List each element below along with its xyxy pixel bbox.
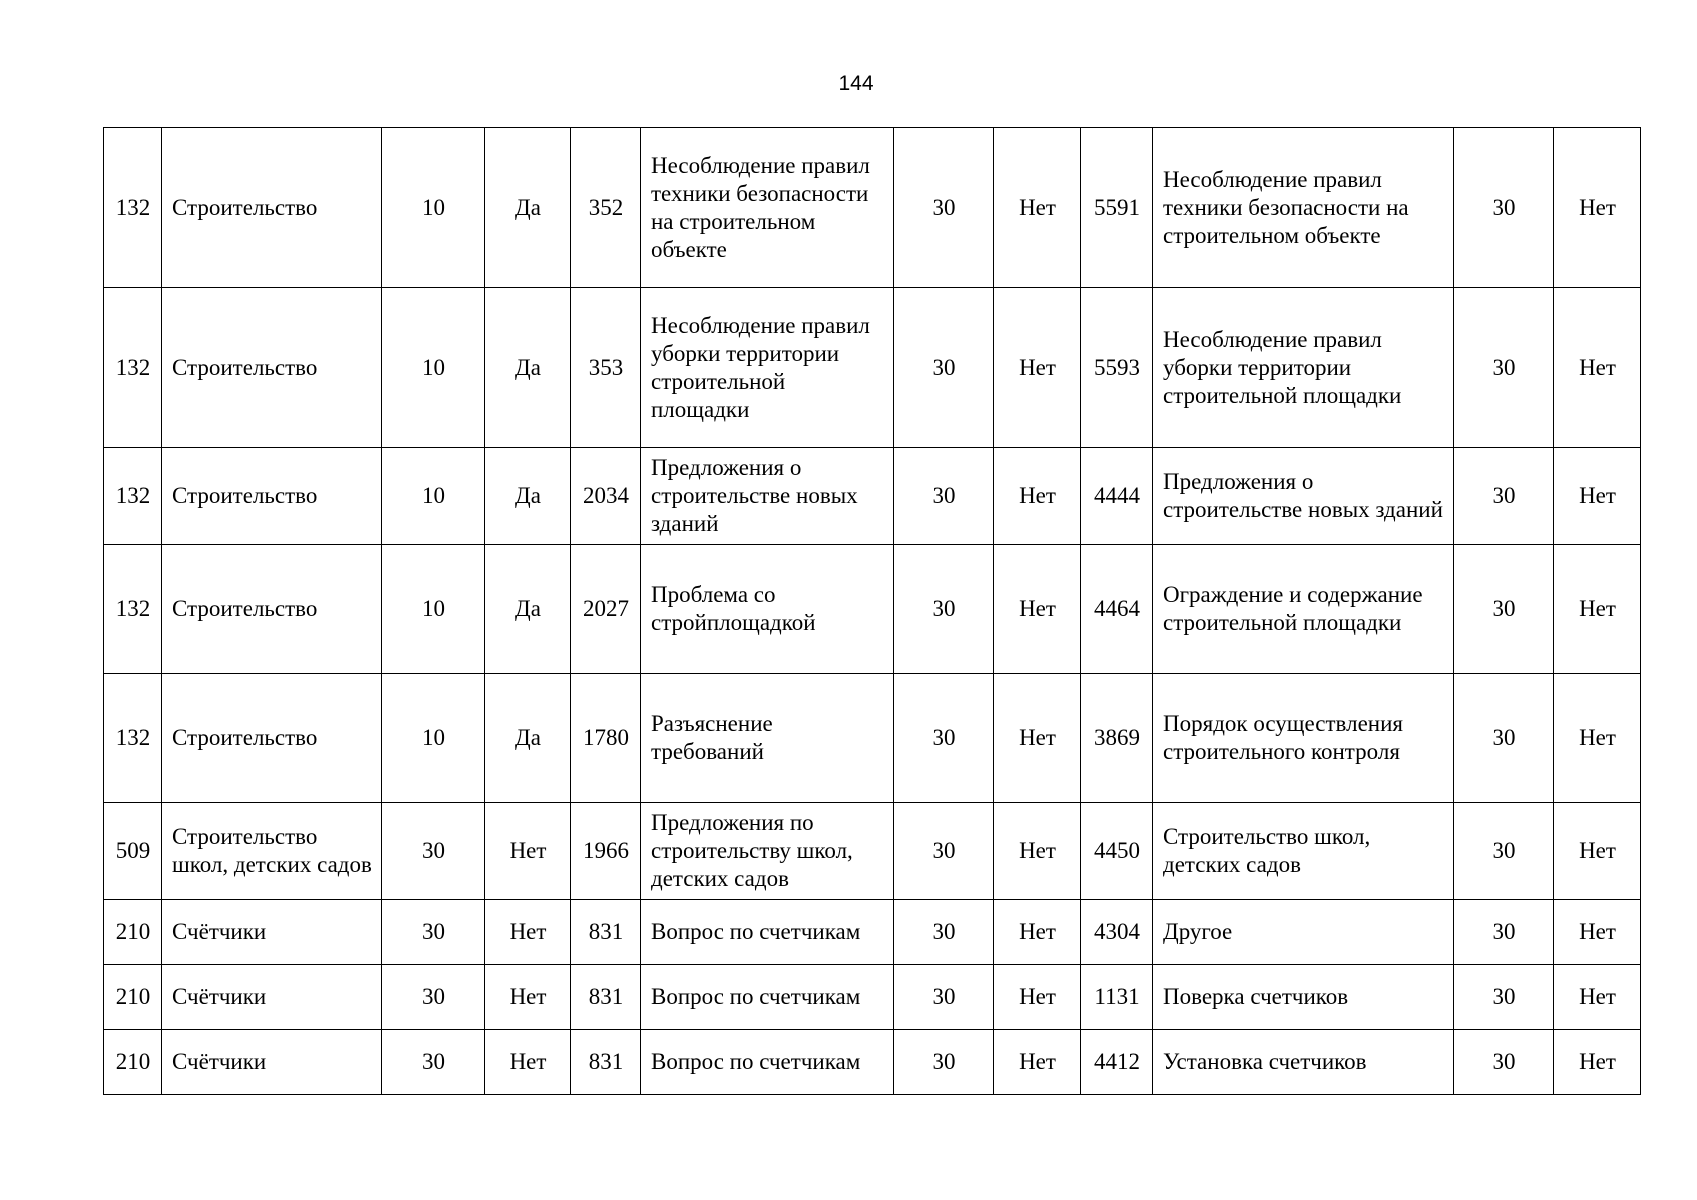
topic-days-cell: 30	[894, 803, 994, 900]
subtopic-flag-cell: Нет	[1554, 545, 1641, 674]
category-days-cell: 30	[382, 900, 485, 965]
subtopic-name-cell: Ограждение и содержание строительной площадки	[1153, 545, 1454, 674]
category-name-cell: Строительство	[162, 674, 382, 803]
category-days-cell: 10	[382, 288, 485, 448]
table-row	[104, 288, 1641, 448]
subtopic-code-cell: 4464	[1081, 545, 1153, 674]
table-row	[104, 545, 1641, 674]
topic-code-cell: 2027	[571, 545, 641, 674]
topic-name-cell: Вопрос по счетчикам	[641, 965, 894, 1030]
category-flag-cell: Да	[485, 545, 571, 674]
subtopic-days-cell: 30	[1454, 1030, 1554, 1095]
subtopic-days-cell: 30	[1454, 545, 1554, 674]
table-row	[104, 448, 1641, 545]
table-row	[104, 803, 1641, 900]
topic-days-cell: 30	[894, 1030, 994, 1095]
category-code-cell: 210	[104, 1030, 162, 1095]
topic-days-cell: 30	[894, 965, 994, 1030]
category-code-cell: 132	[104, 545, 162, 674]
subtopic-days-cell: 30	[1454, 288, 1554, 448]
table-row	[104, 965, 1641, 1030]
subtopic-code-cell: 4450	[1081, 803, 1153, 900]
subtopic-flag-cell: Нет	[1554, 128, 1641, 288]
topic-days-cell: 30	[894, 545, 994, 674]
subtopic-code-cell: 5591	[1081, 128, 1153, 288]
table-row	[104, 1030, 1641, 1095]
subtopic-name-cell: Несоблюдение правил техники безопасности на строительном объекте	[1153, 128, 1454, 288]
topic-flag-cell: Нет	[994, 545, 1081, 674]
category-flag-cell: Нет	[485, 1030, 571, 1095]
topic-code-cell: 1966	[571, 803, 641, 900]
table-row	[104, 674, 1641, 803]
topic-days-cell: 30	[894, 448, 994, 545]
category-flag-cell: Нет	[485, 965, 571, 1030]
category-name-cell: Счётчики	[162, 1030, 382, 1095]
topic-days-cell: 30	[894, 288, 994, 448]
category-flag-cell: Да	[485, 288, 571, 448]
category-code-cell: 132	[104, 128, 162, 288]
subtopic-name-cell: Предложения о строительстве новых зданий	[1153, 448, 1454, 545]
topic-code-cell: 1780	[571, 674, 641, 803]
category-flag-cell: Нет	[485, 803, 571, 900]
category-days-cell: 30	[382, 1030, 485, 1095]
category-code-cell: 132	[104, 448, 162, 545]
topic-flag-cell: Нет	[994, 803, 1081, 900]
category-code-cell: 132	[104, 674, 162, 803]
subtopic-flag-cell: Нет	[1554, 448, 1641, 545]
subtopic-days-cell: 30	[1454, 448, 1554, 545]
topic-flag-cell: Нет	[994, 900, 1081, 965]
subtopic-days-cell: 30	[1454, 803, 1554, 900]
category-days-cell: 10	[382, 545, 485, 674]
topic-days-cell: 30	[894, 674, 994, 803]
category-code-cell: 210	[104, 965, 162, 1030]
subtopic-code-cell: 4304	[1081, 900, 1153, 965]
subtopic-days-cell: 30	[1454, 128, 1554, 288]
subtopic-code-cell: 1131	[1081, 965, 1153, 1030]
category-name-cell: Строительство	[162, 288, 382, 448]
topic-code-cell: 353	[571, 288, 641, 448]
category-name-cell: Счётчики	[162, 965, 382, 1030]
topic-flag-cell: Нет	[994, 674, 1081, 803]
subtopic-flag-cell: Нет	[1554, 1030, 1641, 1095]
category-flag-cell: Да	[485, 674, 571, 803]
topic-name-cell: Несоблюдение правил уборки территории строительной площадки	[641, 288, 894, 448]
topic-flag-cell: Нет	[994, 1030, 1081, 1095]
topic-name-cell: Проблема со стройплощадкой	[641, 545, 894, 674]
subtopic-flag-cell: Нет	[1554, 288, 1641, 448]
subtopic-name-cell: Установка счетчиков	[1153, 1030, 1454, 1095]
topic-flag-cell: Нет	[994, 448, 1081, 545]
table-body	[104, 128, 1641, 1095]
subtopic-name-cell: Несоблюдение правил уборки территории строительной площадки	[1153, 288, 1454, 448]
topic-code-cell: 831	[571, 900, 641, 965]
topic-name-cell: Предложения по строительству школ, детских садов	[641, 803, 894, 900]
subtopic-name-cell: Строительство школ, детских садов	[1153, 803, 1454, 900]
topic-flag-cell: Нет	[994, 965, 1081, 1030]
topic-name-cell: Разъяснение требований	[641, 674, 894, 803]
category-days-cell: 10	[382, 128, 485, 288]
category-name-cell: Строительство	[162, 545, 382, 674]
category-name-cell: Строительство	[162, 128, 382, 288]
topic-code-cell: 831	[571, 1030, 641, 1095]
topic-flag-cell: Нет	[994, 128, 1081, 288]
topic-days-cell: 30	[894, 900, 994, 965]
category-code-cell: 132	[104, 288, 162, 448]
topic-flag-cell: Нет	[994, 288, 1081, 448]
subtopic-days-cell: 30	[1454, 674, 1554, 803]
topic-code-cell: 2034	[571, 448, 641, 545]
table-row	[104, 128, 1641, 288]
topic-name-cell: Вопрос по счетчикам	[641, 900, 894, 965]
category-name-cell: Строительство школ, детских садов	[162, 803, 382, 900]
topic-name-cell: Предложения о строительстве новых зданий	[641, 448, 894, 545]
subtopic-code-cell: 4444	[1081, 448, 1153, 545]
topic-code-cell: 352	[571, 128, 641, 288]
subtopic-name-cell: Поверка счетчиков	[1153, 965, 1454, 1030]
subtopic-code-cell: 3869	[1081, 674, 1153, 803]
category-flag-cell: Да	[485, 128, 571, 288]
category-code-cell: 210	[104, 900, 162, 965]
category-days-cell: 30	[382, 965, 485, 1030]
category-days-cell: 30	[382, 803, 485, 900]
table-row	[104, 900, 1641, 965]
subtopic-flag-cell: Нет	[1554, 674, 1641, 803]
category-days-cell: 10	[382, 674, 485, 803]
category-code-cell: 509	[104, 803, 162, 900]
category-name-cell: Строительство	[162, 448, 382, 545]
topic-name-cell: Несоблюдение правил техники безопасности на строительном объекте	[641, 128, 894, 288]
subtopic-flag-cell: Нет	[1554, 965, 1641, 1030]
topic-name-cell: Вопрос по счетчикам	[641, 1030, 894, 1095]
category-flag-cell: Да	[485, 448, 571, 545]
classification-table	[103, 127, 1641, 1095]
page-number: 144	[838, 72, 874, 95]
subtopic-code-cell: 5593	[1081, 288, 1153, 448]
subtopic-name-cell: Другое	[1153, 900, 1454, 965]
subtopic-code-cell: 4412	[1081, 1030, 1153, 1095]
subtopic-flag-cell: Нет	[1554, 900, 1641, 965]
subtopic-name-cell: Порядок осуществления строительного контроля	[1153, 674, 1454, 803]
category-days-cell: 10	[382, 448, 485, 545]
subtopic-days-cell: 30	[1454, 900, 1554, 965]
topic-days-cell: 30	[894, 128, 994, 288]
subtopic-days-cell: 30	[1454, 965, 1554, 1030]
subtopic-flag-cell: Нет	[1554, 803, 1641, 900]
topic-code-cell: 831	[571, 965, 641, 1030]
category-flag-cell: Нет	[485, 900, 571, 965]
category-name-cell: Счётчики	[162, 900, 382, 965]
